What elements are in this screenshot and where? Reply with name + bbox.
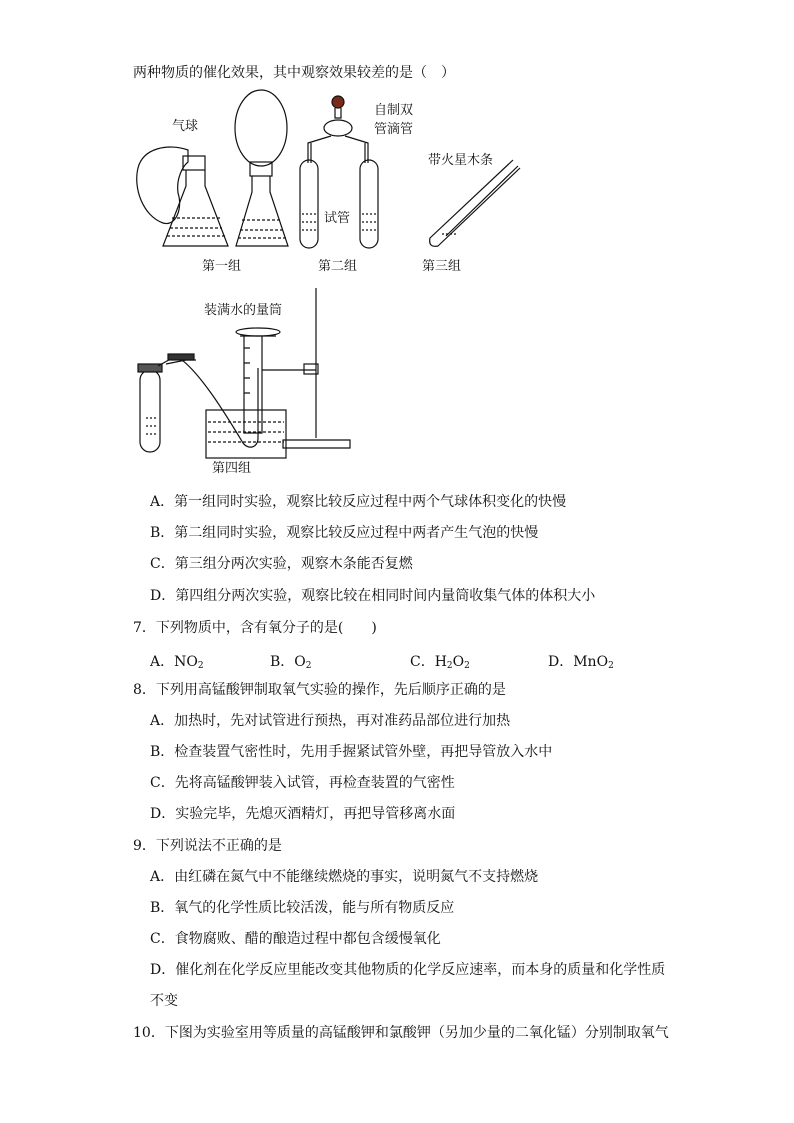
balloon-deflated [137, 147, 188, 224]
q8-option-c: C．先将高锰酸钾装入试管，再检查装置的气密性 [150, 775, 455, 791]
q7-option-d: D．MnO$_2$ [548, 654, 614, 671]
q6-option-d: D．第四组分两次实验，观察比较在相同时间内量筒收集气体的体积大小 [150, 588, 596, 604]
balloon-inflated [235, 90, 287, 166]
group-3-label: 第三组 [422, 259, 462, 274]
q8-option-d: D．实验完毕，先熄灭酒精灯，再把导管移离水面 [150, 806, 456, 822]
q8-stem: 8．下列用高锰酸钾制取氧气实验的操作，先后顺序正确的是 [133, 682, 506, 698]
q9-stem: 9．下列说法不正确的是 [133, 838, 282, 854]
q7-stem: 7．下列物质中，含有氧分子的是( ) [133, 620, 377, 636]
label-cylinder: 装满水的量筒 [204, 303, 283, 318]
q8-option-b: B．检查装置气密性时，先用手握紧试管外壁，再把导管放入水中 [150, 744, 553, 760]
group-2-label: 第二组 [318, 259, 358, 274]
q7-options [150, 651, 710, 669]
q9-option-c: C．食物腐败、醋的酿造过程中都包含缓慢氧化 [150, 931, 441, 947]
label-splint: 带火星木条 [428, 153, 494, 168]
q6-option-a: A．第一组同时实验，观察比较反应过程中两个气球体积变化的快慢 [150, 494, 567, 510]
dropper-tubes [308, 136, 368, 163]
test-tube-left [300, 160, 318, 248]
test-tube-right [360, 160, 378, 248]
q9-option-d: D．催化剂在化学反应里能改变其他物质的化学反应速率，而本身的质量和化学性质 [150, 962, 666, 978]
q8-option-a: A．加热时，先对试管进行预热，再对准药品部位进行加热 [150, 713, 511, 729]
delivery-tube [158, 356, 258, 447]
group-1-label: 第一组 [202, 259, 242, 274]
q9-option-a: A．由红磷在氮气中不能继续燃烧的事实，说明氮气不支持燃烧 [150, 869, 539, 885]
q6-option-c: C．第三组分两次实验，观察木条能否复燃 [150, 556, 413, 572]
q9-option-b: B．氧气的化学性质比较活泼，能与所有物质反应 [150, 900, 455, 916]
test-tube-4 [140, 370, 160, 452]
question-intro: 两种物质的催化效果，其中观察效果较差的是（ ） [133, 65, 455, 81]
q10-stem: 10．下图为实验室用等质量的高锰酸钾和氯酸钾（另加少量的二氧化锰）分别制取氧气 [133, 1025, 669, 1041]
glowing-splint [446, 166, 518, 236]
label-balloon: 气球 [172, 119, 199, 134]
q7-option-a: A．$NO_2$ [150, 654, 204, 671]
experiment-figure [128, 88, 668, 478]
water-trough [206, 410, 286, 458]
group-4-label: 第四组 [212, 461, 252, 476]
iron-stand [283, 288, 350, 448]
q7-option-b: B．$O_2$ [270, 654, 312, 671]
slanted-test-tube [430, 160, 520, 246]
q7-option-c: C．$H_2O_2$ [410, 654, 470, 671]
experiment-diagram [128, 88, 668, 478]
dropper-bulb [332, 96, 344, 108]
conical-flask-1 [163, 170, 228, 246]
q6-option-b: B．第二组同时实验，观察比较反应过程中两者产生气泡的快慢 [150, 525, 539, 541]
q9-option-d-continued: 不变 [150, 993, 178, 1009]
conical-flask-2 [236, 176, 288, 246]
label-dropper-line1: 自制双 [374, 103, 414, 118]
label-dropper-line2: 管滴管 [374, 122, 414, 137]
label-test-tube: 试管 [324, 211, 351, 226]
